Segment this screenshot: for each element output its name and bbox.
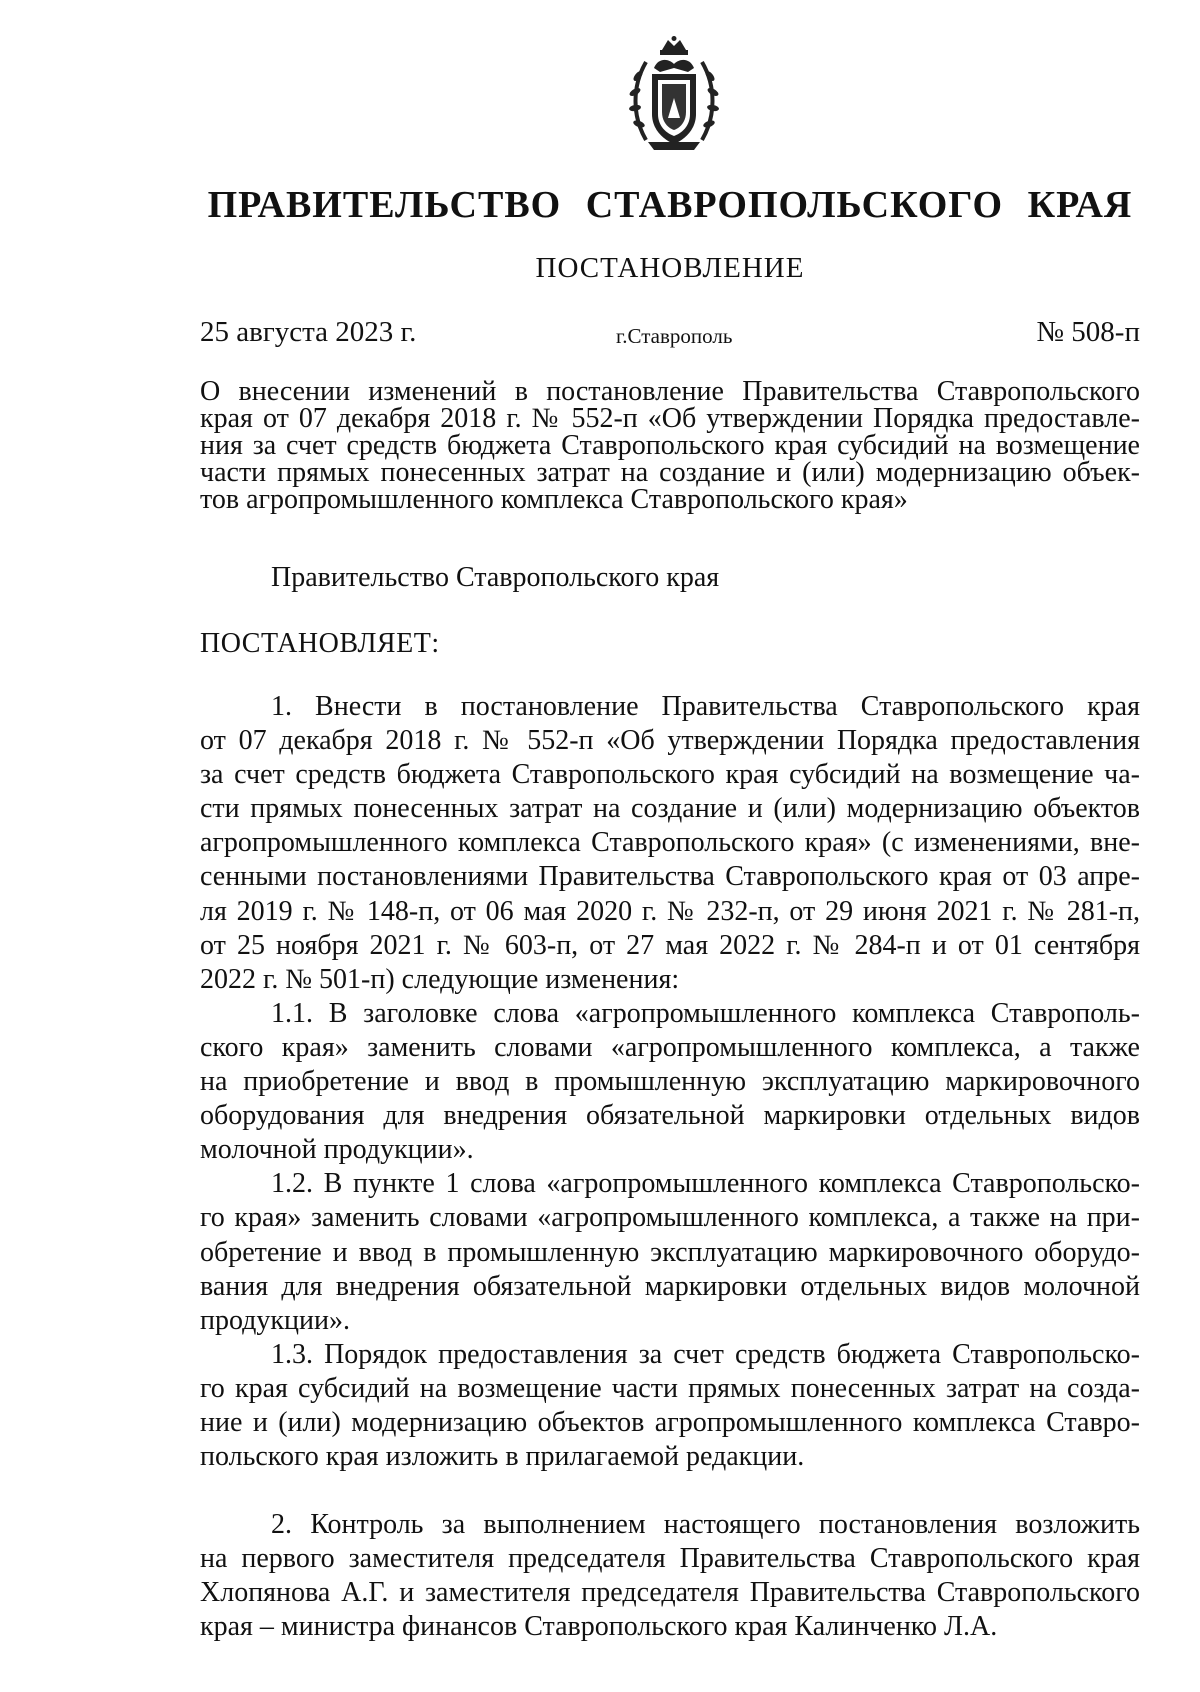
body-line: на приобретение и ввод в промышленную эксплуатацию маркировочного	[200, 1066, 1140, 1098]
paragraph-1-2	[200, 1167, 1140, 1337]
document-body	[200, 690, 1140, 1645]
title-line: тов агропромышленного комплекса Ставропольского края»	[200, 484, 908, 515]
document-type: ПОСТАНОВЛЕНИЕ	[535, 252, 805, 284]
body-line: за счет средств бюджета Ставропольского края субсидий на возмещение ча-	[200, 759, 1140, 791]
body-line: го края субсидий на возмещение части прямых понесенных затрат на созда-	[200, 1372, 1140, 1404]
organization-name: ПРАВИТЕЛЬСТВО СТАВРОПОЛЬСКОГО КРАЯ	[207, 184, 1133, 226]
preamble-government: Правительство Ставропольского края	[271, 562, 720, 593]
body-line: го края» заменить словами «агропромышленного комплекса, а также на при-	[200, 1202, 1140, 1234]
body-line: от 07 декабря 2018 г. № 552-п «Об утверждении Порядка предоставления	[200, 725, 1140, 757]
body-line: от 25 ноября 2021 г. № 603-п, от 27 мая 2022 г. № 284-п и от 01 сентября	[200, 929, 1140, 961]
body-line: агропромышленного комплекса Ставропольского края» (с изменениями, вне-	[200, 827, 1140, 859]
title-line: ния за счет средств бюджета Ставропольского края субсидий на возмещение	[200, 430, 1140, 461]
body-line: края – министра финансов Ставропольского края Калинченко Л.А.	[200, 1611, 998, 1643]
body-line: 1.2. В пункте 1 слова «агропромышленного комплекса Ставропольско-	[271, 1168, 1140, 1200]
body-line: продукции».	[200, 1304, 350, 1336]
body-line: на первого заместителя председателя Правительства Ставропольского края	[200, 1543, 1140, 1575]
title-line: части прямых понесенных затрат на создание и (или) модернизацию объек-	[200, 457, 1140, 488]
title-line: края от 07 декабря 2018 г. № 552-п «Об утверждении Порядка предоставле-	[200, 403, 1140, 434]
body-line: 2. Контроль за выполнением настоящего постановления возложить	[271, 1509, 1140, 1541]
body-line: 1. Внести в постановление Правительства Ставропольского края	[271, 691, 1140, 722]
body-line: сти прямых понесенных затрат на создание и (или) модернизацию объектов	[200, 793, 1140, 825]
body-line: ского края» заменить словами «агропромышленного комплекса, а также	[200, 1031, 1140, 1063]
body-line: ля 2019 г. № 148-п, от 06 мая 2020 г. № 232-п, от 29 июня 2021 г. № 281-п,	[200, 895, 1140, 927]
body-line: 1.3. Порядок предоставления за счет средств бюджета Ставропольско-	[271, 1338, 1140, 1370]
document-number: № 508-п	[1036, 316, 1140, 348]
document-date: 25 августа 2023 г.	[200, 316, 417, 348]
preamble-decrees: ПОСТАНОВЛЯЕТ:	[200, 628, 440, 659]
body-line: ние и (или) модернизацию объектов агропромышленного комплекса Ставро-	[200, 1406, 1140, 1438]
document-title	[200, 378, 1140, 513]
body-line: молочной продукции».	[200, 1134, 474, 1166]
paragraph-1-1	[200, 997, 1140, 1167]
body-line: обретение и ввод в промышленную эксплуатацию маркировочного оборудо-	[200, 1236, 1140, 1268]
paragraph-2	[200, 1508, 1140, 1644]
title-line: О внесении изменений в постановление Правительства Ставропольского	[200, 376, 1140, 407]
body-line: польского края изложить в прилагаемой редакции.	[200, 1441, 805, 1473]
body-line: Хлопянова А.Г. и заместителя председателя Правительства Ставропольского	[200, 1577, 1140, 1609]
body-line: 2022 г. № 501-п) следующие изменения:	[200, 963, 680, 995]
paragraph-gap	[200, 1474, 1140, 1508]
paragraph-1	[200, 690, 1140, 997]
coat-of-arms-icon	[628, 36, 720, 152]
document-city: г.Ставрополь	[616, 324, 733, 348]
body-line: сенными постановлениями Правительства Ставропольского края от 03 апре-	[200, 861, 1140, 893]
document-meta-row	[200, 318, 1140, 354]
body-line: вания для внедрения обязательной маркировки отдельных видов молочной	[200, 1270, 1140, 1302]
body-line: оборудования для внедрения обязательной маркировки отдельных видов	[200, 1100, 1140, 1132]
paragraph-1-3	[200, 1338, 1140, 1474]
body-line: 1.1. В заголовке слова «агропромышленного комплекса Ставрополь-	[271, 997, 1140, 1029]
